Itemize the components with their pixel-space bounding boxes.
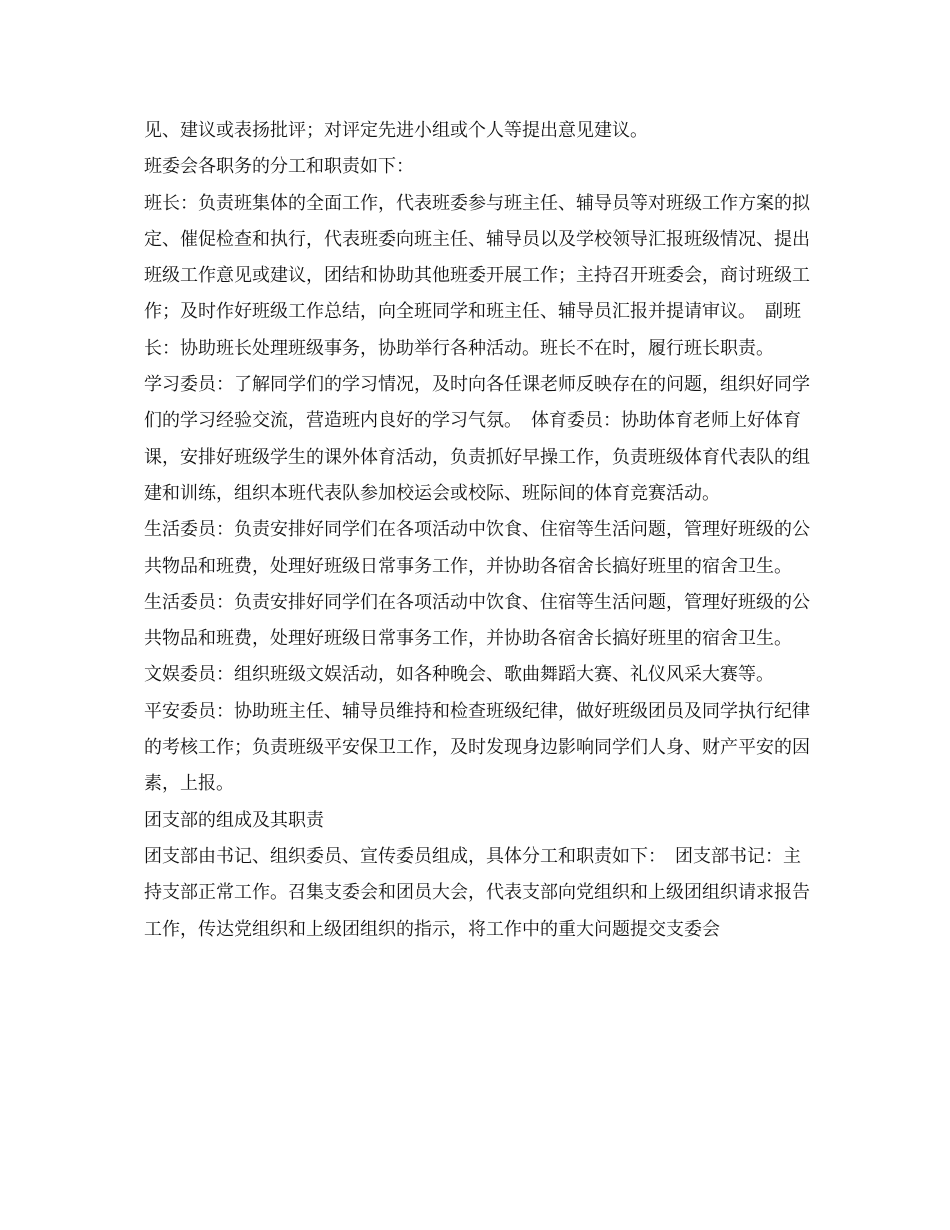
document-body xyxy=(144,113,814,948)
paragraph-monitor-duties: 班长：负责班集体的全面工作，代表班委参与班主任、辅导员等对班级工作方案的拟定、催促检查和执行，代表班委向班主任、辅导员以及学校领导汇报班级情况、提出班级工作意见或建议，团结和协助其他班委开展工作；主持召开班委会，商讨班级工作；及时作好班级工作总结，向全班同学和班主任、辅导员汇报并提请审议。 副班长：协助班长处理班级事务，协助举行各种活动。班长不在时，履行班长职责。 xyxy=(144,192,810,359)
paragraph-continuation: 见、建议或表扬批评；对评定先进小组或个人等提出意见建议。 xyxy=(144,120,648,141)
paragraph-entertainment-duties: 文娱委员：组织班级文娱活动，如各种晚会、歌曲舞蹈大赛、礼仪风采大赛等。 xyxy=(144,664,774,686)
section-heading-league-branch: 团支部的组成及其职责 xyxy=(144,809,324,831)
paragraph-life-committee-duties: 生活委员：负责安排好同学们在各项活动中饮食、住宿等生活问题，管理好班级的公共物品和班费，处理好班级日常事务工作，并协助各宿舍长搞好班里的宿舍卫生。 xyxy=(144,519,810,577)
paragraph-league-branch-duties: 团支部由书记、组织委员、宣传委员组成，具体分工和职责如下： 团支部书记：主持支部正常工作。召集支委会和团员大会，代表支部向党组织和上级团组织请求报告工作，传达党组织和上级团组织的指示，将工作中的重大问题提交支委会 xyxy=(144,845,810,940)
paragraph-life-committee-duties-repeat: 生活委员：负责安排好同学们在各项活动中饮食、住宿等生活问题，管理好班级的公共物品和班费，处理好班级日常事务工作，并协助各宿舍长搞好班里的宿舍卫生。 xyxy=(144,591,810,650)
paragraph-safety-duties: 平安委员：协助班主任、辅导员维持和检查班级纪律，做好班级团员及同学执行纪律的考核工作；负责班级平安保卫工作，及时发现身边影响同学们人身、财产平安的因素，上报。 xyxy=(144,700,810,795)
paragraph-class-committee-intro: 班委会各职务的分工和职责如下： xyxy=(144,156,414,178)
paragraph-study-sports-duties: 学习委员：了解同学们的学习情况，及时向各任课老师反映存在的问题，组织好同学们的学习经验交流，营造班内良好的学习气氛。 体育委员：协助体育老师上好体育课，安排好班级学生的课外体育活动，负责抓好早操工作，负责班级体育代表队的组建和训练，组织本班代表队参加校运会或校际、班际间的体育竞赛活动。 xyxy=(144,374,810,504)
